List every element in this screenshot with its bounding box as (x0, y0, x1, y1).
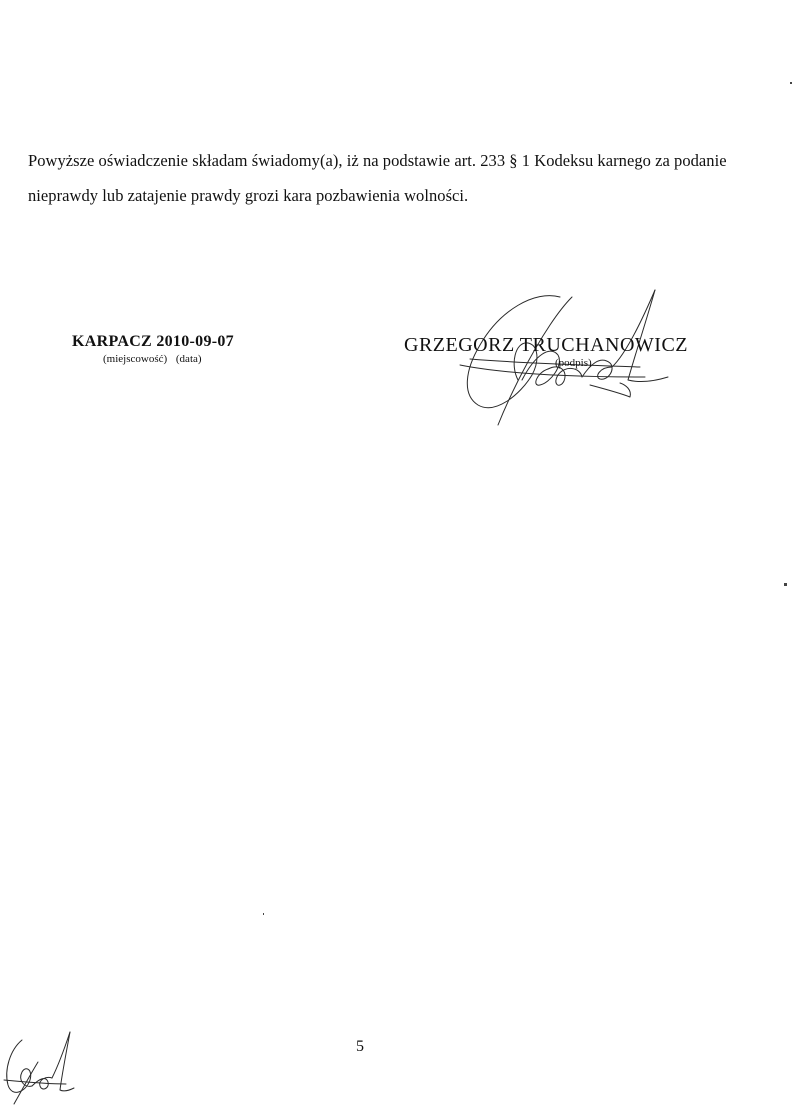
place-date-value: KARPACZ 2010-09-07 (72, 333, 234, 350)
statement-paragraph (28, 143, 768, 213)
signer-name: GRZEGORZ TRUCHANOWICZ (404, 334, 689, 356)
initials-signature (0, 1030, 75, 1108)
scan-speck (784, 583, 787, 586)
place-date-caption: (miejscowość) (data) (103, 353, 202, 365)
scan-speck (790, 82, 792, 84)
signature-caption: (podpis) (555, 357, 592, 369)
statement-line-2: nieprawdy lub zatajenie prawdy grozi kara pozbawienia wolności. (28, 186, 469, 205)
statement-line-1: Powyższe oświadczenie składam świadomy(a), iż na podstawie art. 233 § 1 Kodeksu karnego za podanie (28, 151, 727, 170)
page-number: 5 (356, 1038, 364, 1055)
scan-speck (263, 913, 264, 915)
